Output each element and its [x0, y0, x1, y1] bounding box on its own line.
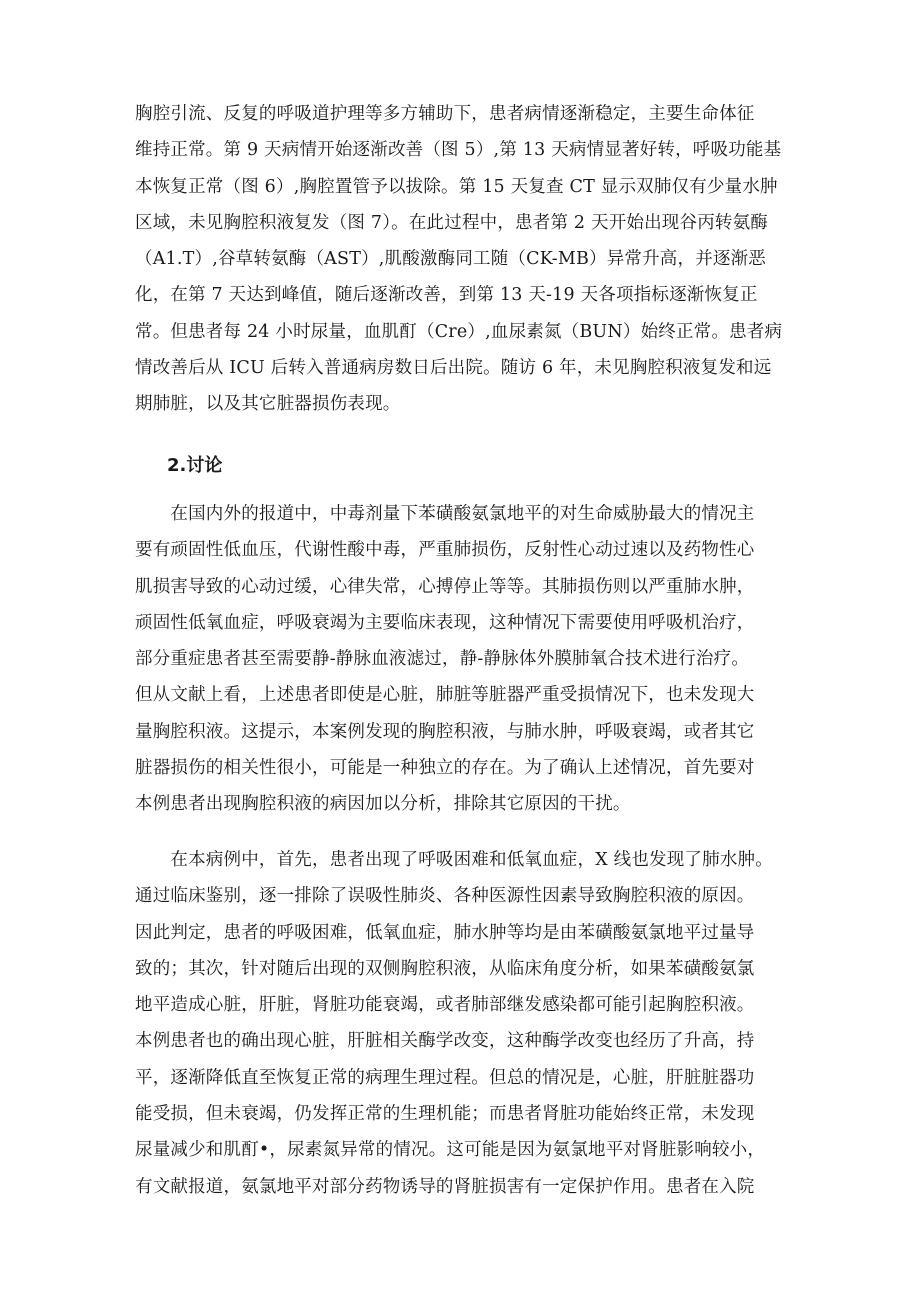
text-line: 本恢复正常（图 6）,胸腔置管予以拔除。第 15 天复查 CT 显示双肺仅有少量水肿 — [135, 176, 778, 197]
text-line: 化，在第 7 天达到峰值，随后逐渐改善，到第 13 天-19 天各项指标逐渐恢复正 — [135, 285, 758, 306]
text-line: 通过临床鉴别，逐一排除了误吸性肺炎、各种医源性因素导致胸腔积液的原因。 — [135, 886, 755, 907]
text-line: 脏器损伤的相关性很小，可能是一种独立的存在。为了确认上述情况，首先要对 — [135, 758, 755, 779]
text-line: 本例患者也的确出现心脏，肝脏相关酶学改变，这种酶学改变也经历了升高，持 — [135, 1031, 755, 1052]
text-line: 情改善后从 ICU 后转入普通病房数日后出院。随访 6 年，未见胸腔积液复发和远 — [135, 358, 772, 379]
text-line: 维持正常。第 9 天病情开始逐渐改善（图 5）,第 13 天病情显著好转，呼吸功能基 — [135, 140, 782, 161]
text-line: 本例患者出现胸腔积液的病因加以分析，排除其它原因的干扰。 — [135, 794, 631, 815]
text-line: 但从文献上看，上述患者即使是心脏，肺脏等脏器严重受损情况下，也未发现大 — [135, 685, 755, 706]
text-line: 胸腔引流、反复的呼吸道护理等多方辅助下，患者病情逐渐稳定，主要生命体征 — [135, 104, 755, 124]
text-line: 肌损害导致的心动过缓，心律失常，心搏停止等等。其肺损伤则以严重肺水肿， — [135, 576, 755, 597]
text-line: 量胸腔积液。这提示，本案例发现的胸腔积液，与肺水肿，呼吸衰竭，或者其它 — [135, 721, 755, 742]
text-line: 有文献报道，氨氯地平对部分药物诱导的肾脏损害有一定保护作用。患者在入院 — [135, 1176, 755, 1197]
paragraph-case-course — [135, 96, 785, 423]
text-line: 平，逐渐降低直至恢复正常的病理生理过程。但总的情况是，心脏，肝脏脏器功 — [135, 1067, 755, 1088]
text-line: （A1.T）,谷草转氨酶（AST）,肌酸激酶同工随（CK-MB）异常升高，并逐渐恶 — [135, 249, 767, 270]
text-line: 要有顽固性低血压，代谢性酸中毒，严重肺损伤，反射性心动过速以及药物性心 — [135, 540, 755, 561]
text-line: 顽固性低氧血症，呼吸衰竭为主要临床表现，这种情况下需要使用呼吸机治疗， — [135, 612, 755, 633]
text-line: 部分重症患者甚至需要静-静脉血液滤过，静-静脉体外膜肺氧合技术进行治疗。 — [135, 649, 750, 670]
section-heading-discussion: 2.讨论 — [167, 455, 223, 476]
paragraph-discussion-1 — [135, 496, 785, 823]
text-line: 常。但患者每 24 小时尿量，血肌酊（Cre）,血尿素氮（BUN）始终正常。患者病 — [135, 321, 783, 342]
text-line: 致的；其次，针对随后出现的双侧胸腔积液，从临床角度分析，如果苯磺酸氨氯 — [135, 958, 755, 979]
text-line: 期肺脏，以及其它脏器损伤表现。 — [135, 394, 401, 415]
text-line: 区域，未见胸腔积液复发（图 7）。在此过程中，患者第 2 天开始出现谷丙转氨酶 — [135, 212, 769, 233]
text-line: 因此判定，患者的呼吸困难，低氧血症，肺水肿等均是由苯磺酸氨氯地平过量导 — [135, 922, 755, 943]
text-line: 在国内外的报道中，中毒剂量下苯磺酸氨氯地平的对生命威胁最大的情况主 — [135, 504, 755, 524]
paragraph-discussion-2 — [135, 842, 785, 1205]
text-line: 能受损，但未衰竭，仍发挥正常的生理机能；而患者肾脏功能始终正常，未发现 — [135, 1104, 755, 1125]
text-line: 在本病例中，首先，患者出现了呼吸困难和低氧血症，X 线也发现了肺水肿。 — [135, 850, 773, 870]
text-line: 尿量减少和肌酊•，尿素氮异常的情况。这可能是因为氨氯地平对肾脏影响较小， — [135, 1140, 766, 1161]
text-line: 地平造成心脏，肝脏，肾脏功能衰竭，或者肺部继发感染都可能引起胸腔积液。 — [135, 995, 755, 1016]
